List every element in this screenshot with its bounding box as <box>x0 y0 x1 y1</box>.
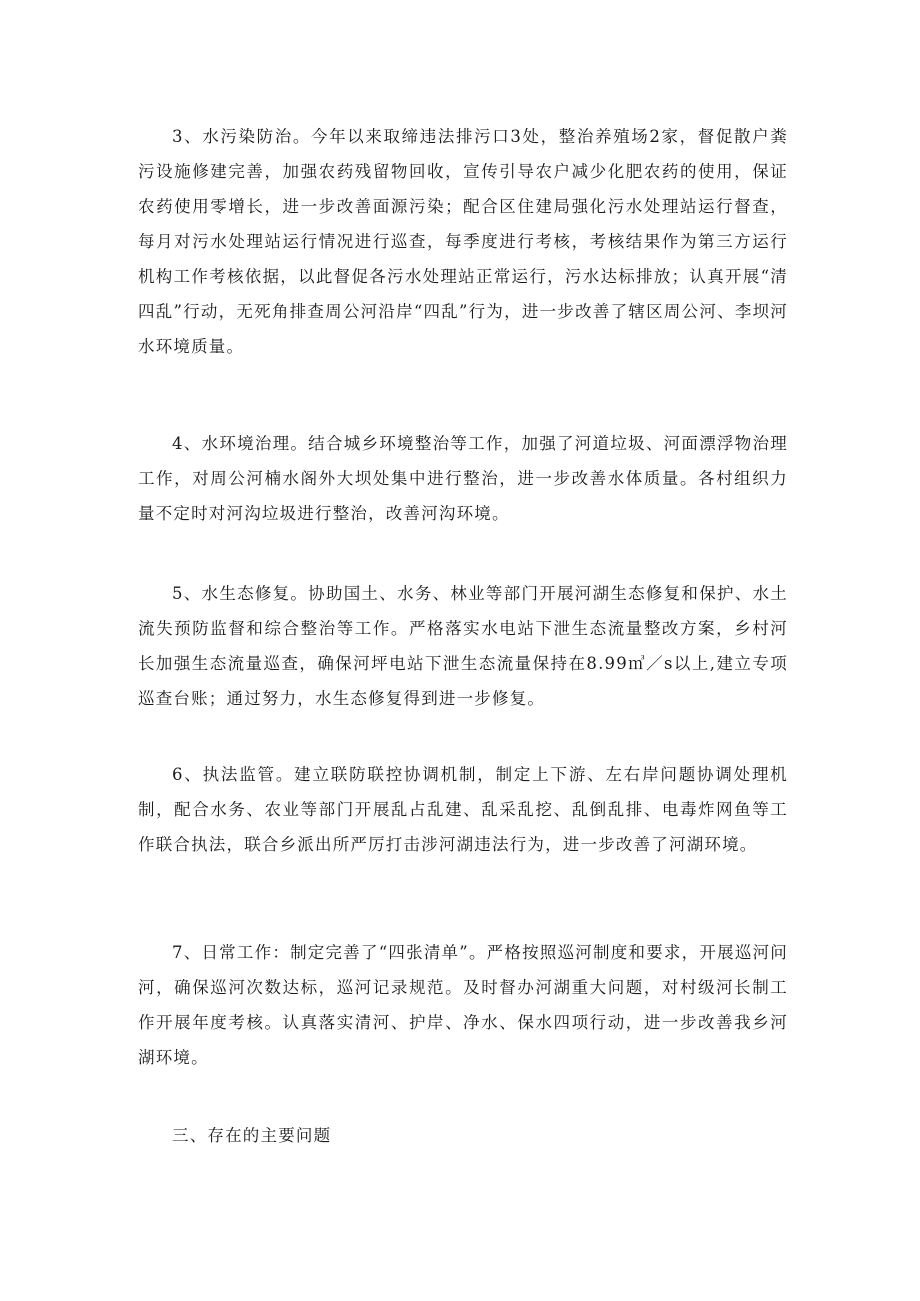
paragraph-water-environment-governance: 4、水环境治理。结合城乡环境整治等工作，加强了河道垃圾、河面漂浮物治理工作，对周公河楠水阁外大坝处集中进行整治，进一步改善水体质量。各村组织力量不定时对河沟垃圾进行整治，改善河沟环境。 <box>138 434 788 523</box>
paragraph-law-enforcement: 6、执法监管。建立联防联控协调机制，制定上下游、左右岸问题协调处理机制，配合水务、农业等部门开展乱占乱建、乱采乱挖、乱倒乱排、电毒炸网鱼等工作联合执法，联合乡派出所严厉打击涉河湖违法行为，进一步改善了河湖环境。 <box>138 765 788 854</box>
paragraph-water-pollution-prevention: 3、水污染防治。今年以来取缔违法排污口3处，整治养殖场2家，督促散户粪污设施修建完善，加强农药残留物回收，宣传引导农户减少化肥农药的使用，保证农药使用零增长，进一步改善面源污染；配合区住建局强化污水处理站运行督查，每月对污水处理站运行情况进行巡查，每季度进行考核，考核结果作为第三方运行机构工作考核依据，以此督促各污水处理站正常运行，污水达标排放；认真开展“清四乱”行动，无死角排查周公河沿岸“四乱”行为，进一步改善了辖区周公河、李坝河水环境质量。 <box>138 127 788 356</box>
paragraph-water-ecology-restoration: 5、水生态修复。协助国土、水务、林业等部门开展河湖生态修复和保护、水土流失预防监督和综合整治等工作。严格落实水电站下泄生态流量整改方案，乡村河长加强生态流量巡查，确保河坪电站下泄生态流量保持在8.99㎥／s以上,建立专项巡查台账；通过努力，水生态修复得到进一步修复。 <box>138 584 788 708</box>
paragraph-daily-work: 7、日常工作：制定完善了“四张清单”。严格按照巡河制度和要求，开展巡河问河，确保巡河次数达标，巡河记录规范。及时督办河湖重大问题，对村级河长制工作开展年度考核。认真落实清河、护岸、净水、保水四项行动，进一步改善我乡河湖环境。 <box>138 943 788 1067</box>
section-heading: 三、存在的主要问题 <box>172 1126 332 1145</box>
